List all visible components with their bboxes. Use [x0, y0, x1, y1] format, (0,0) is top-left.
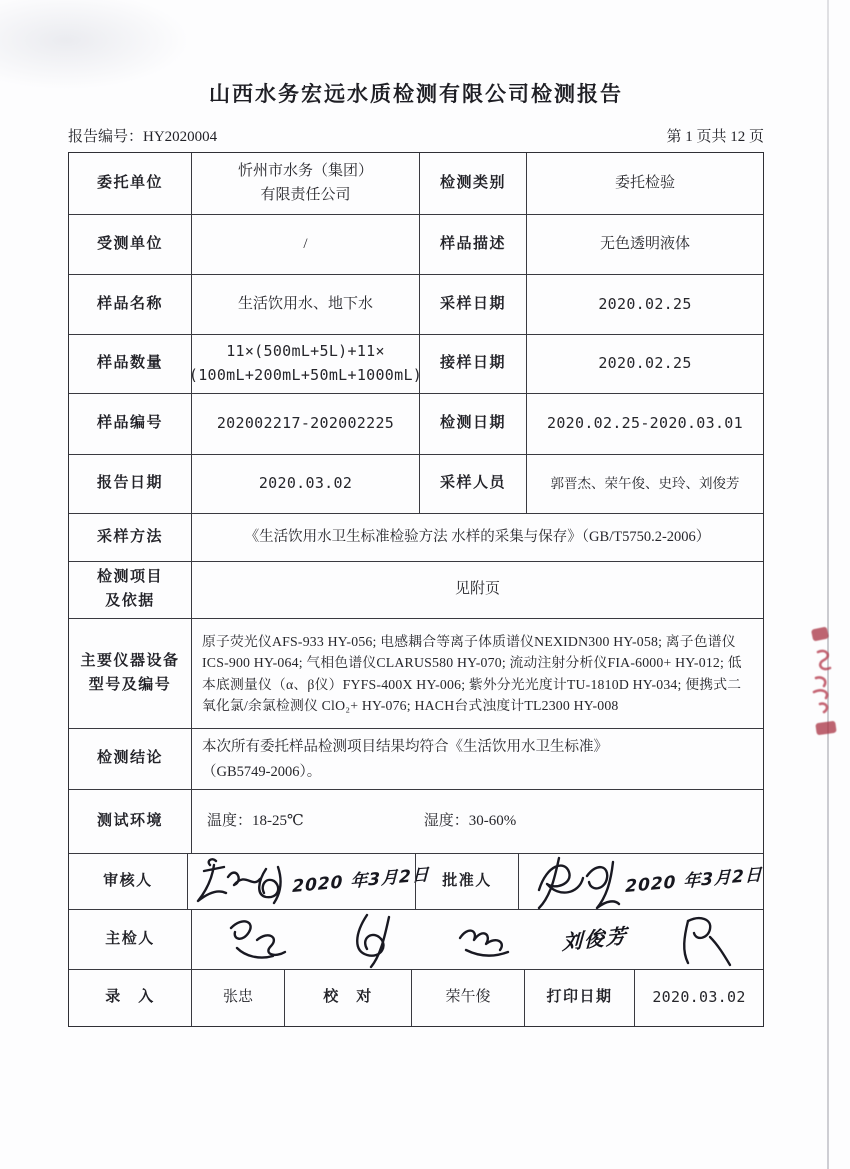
label-text: 样品名称	[96, 295, 163, 312]
label-text: 受测单位	[96, 235, 163, 252]
humidity-value: 湿度：30-60%	[423, 812, 517, 829]
label-text: 批准人	[442, 872, 492, 889]
value-text: 202002217-202002225	[216, 414, 395, 433]
sample-qty-value	[188, 335, 423, 393]
reviewer-date-handwritten: 2020 年3月2日	[291, 865, 430, 898]
value-text: 2020.03.02	[258, 474, 353, 493]
label-line2: 型号及编号	[88, 676, 172, 693]
table-row	[69, 393, 763, 454]
label-text: 打印日期	[546, 989, 613, 1006]
sample-desc-label	[419, 215, 526, 274]
table-row	[69, 853, 763, 909]
label-text: 检测结论	[96, 750, 163, 767]
client-label	[69, 153, 191, 214]
table-row	[69, 618, 763, 728]
sample-no-label	[69, 394, 191, 454]
report-date-value	[191, 455, 419, 513]
conclusion-label	[69, 729, 191, 789]
reviewer-signature-area	[187, 854, 430, 909]
label-text: 样品描述	[439, 235, 506, 252]
reviewer-signature	[194, 855, 286, 909]
qty-line2: (100mL+200mL+50mL+1000mL)	[188, 366, 423, 384]
sample-name-label	[69, 275, 191, 334]
conclusion-line1: 本次所有委托样品检测项目结果均符合《生活饮用水卫生标准》	[202, 739, 608, 755]
value-text: 《生活饮用水卫生标准检验方法 水样的采集与保存》（GB/T5750.2-2006）	[244, 528, 711, 545]
sample-qty-label	[69, 335, 191, 393]
test-items-label	[69, 562, 191, 618]
label-text: 接样日期	[439, 355, 506, 372]
proofread-value	[411, 970, 524, 1026]
table-row	[69, 789, 763, 853]
value-text: /	[303, 235, 308, 252]
table-row	[69, 454, 763, 513]
table-row	[69, 969, 763, 1026]
report-number: 报告编号：HY2020004	[68, 128, 218, 145]
value-text: 2020.03.02	[652, 988, 746, 1007]
entry-label	[69, 970, 191, 1026]
label-text: 采样方法	[96, 528, 163, 545]
test-date-value	[526, 394, 763, 454]
report-table	[68, 152, 764, 1027]
sampling-method-value	[191, 514, 763, 561]
label-text: 样品编号	[96, 415, 163, 432]
environment-label	[69, 790, 191, 853]
entry-value	[191, 970, 284, 1026]
page-indicator: 第 1 页共 12 页	[666, 128, 764, 145]
label-line2: 及依据	[105, 593, 155, 609]
instruments-value	[191, 619, 763, 728]
label-text: 校 对	[323, 989, 373, 1006]
test-type-label	[419, 153, 526, 214]
inspector-signature-area	[191, 910, 763, 969]
label-line1: 主要仪器设备	[80, 652, 180, 669]
approver-signature	[525, 854, 621, 910]
paper-edge-shadow	[827, 0, 829, 1169]
samplers-value	[526, 455, 763, 513]
value-text: 张忠	[222, 989, 253, 1006]
value-text: 2020.02.25-2020.03.01	[547, 414, 743, 433]
receive-date-label	[419, 335, 526, 393]
tested-unit-label	[69, 215, 191, 274]
approver-signature-area	[518, 854, 763, 909]
inspector-signature-2	[343, 911, 409, 969]
test-date-label	[419, 394, 526, 454]
sampling-date-label	[419, 275, 526, 334]
client-line2: 有限责任公司	[260, 186, 351, 203]
value-text: 见附页	[454, 581, 500, 598]
test-type-value	[526, 153, 763, 214]
table-row	[69, 214, 763, 274]
inspector-label	[69, 910, 191, 969]
value-text: 原子荧光仪AFS-933 HY-056; 电感耦合等离子体质谱仪NEXIDN300 HY-058; 离子色谱仪ICS-900 HY-064; 气相色谱仪CLARUS580 HY-070; 流动注射分析仪FIA-6000+ HY-012; 低本底测量仪（α、β仪）FYFS-400X HY-006; 紫外分光光度计TU-1810D HY-034; 便携式二氧化氯/余氯检测仪 ClO₂+ HY-076; HACH台式浊度计TL2300 HY-008	[202, 633, 742, 713]
scan-smudge	[0, 0, 190, 90]
value-text: 荣午俊	[445, 989, 491, 1006]
sample-no-value	[191, 394, 419, 454]
table-row	[69, 909, 763, 969]
label-text: 测试环境	[96, 812, 163, 829]
receive-date-value	[526, 335, 763, 393]
proofread-label	[284, 970, 411, 1026]
table-row	[69, 513, 763, 561]
value-text: 2020.02.25	[598, 354, 692, 373]
conclusion-value	[191, 729, 763, 789]
label-text: 审核人	[103, 872, 153, 889]
label-text: 委托单位	[96, 174, 163, 191]
inspector-signature-1	[223, 914, 297, 966]
print-date-value	[634, 970, 763, 1026]
client-line1: 忻州市水务（集团）	[237, 162, 373, 179]
tested-unit-value	[191, 215, 419, 274]
label-text: 检测类别	[439, 174, 506, 191]
label-text: 检测日期	[439, 415, 506, 432]
label-text: 主检人	[105, 930, 155, 947]
table-row	[69, 334, 763, 393]
environment-value	[191, 790, 763, 853]
print-date-label	[524, 970, 634, 1026]
inspector-signature-3	[454, 916, 516, 964]
value-text: 生活饮用水、地下水	[237, 295, 373, 312]
page-title: 山西水务宏远水质检测有限公司检测报告	[209, 82, 623, 106]
temperature-value: 温度：18-25℃	[207, 812, 304, 829]
samplers-label	[419, 455, 526, 513]
sample-name-value	[191, 275, 419, 334]
label-text: 采样日期	[439, 295, 506, 312]
label-text: 报告日期	[96, 475, 163, 492]
table-row	[69, 153, 763, 214]
label-line1: 检测项目	[96, 569, 163, 586]
approver-label	[415, 854, 518, 909]
approver-date-handwritten: 2020 年3月2日	[625, 865, 763, 898]
red-seal-fragment	[806, 626, 850, 744]
value-text: 2020.02.25	[598, 294, 692, 313]
label-text: 样品数量	[96, 355, 163, 372]
test-items-value	[191, 562, 763, 618]
inspector-signature-name: 刘俊芳	[562, 923, 629, 955]
client-value	[191, 153, 419, 214]
conclusion-line2: （GB5749-2006）。	[202, 764, 322, 780]
sampling-method-label	[69, 514, 191, 561]
qty-line1: 11×(500mL+5L)+11×	[226, 342, 385, 361]
table-row	[69, 728, 763, 789]
table-row	[69, 561, 763, 618]
report-date-label	[69, 455, 191, 513]
sampling-date-value	[526, 275, 763, 334]
value-text: 郭晋杰、荣午俊、史玲、刘俊芳	[550, 476, 740, 492]
reviewer-label	[69, 854, 187, 909]
value-text: 无色透明液体	[599, 235, 690, 252]
table-row	[69, 274, 763, 334]
sample-desc-value	[526, 215, 763, 274]
instruments-label	[69, 619, 191, 728]
value-text: 委托检验	[614, 174, 675, 191]
label-text: 采样人员	[439, 475, 506, 492]
label-text: 录 入	[105, 989, 155, 1006]
inspector-signature-5	[674, 913, 732, 967]
report-meta	[68, 124, 764, 146]
